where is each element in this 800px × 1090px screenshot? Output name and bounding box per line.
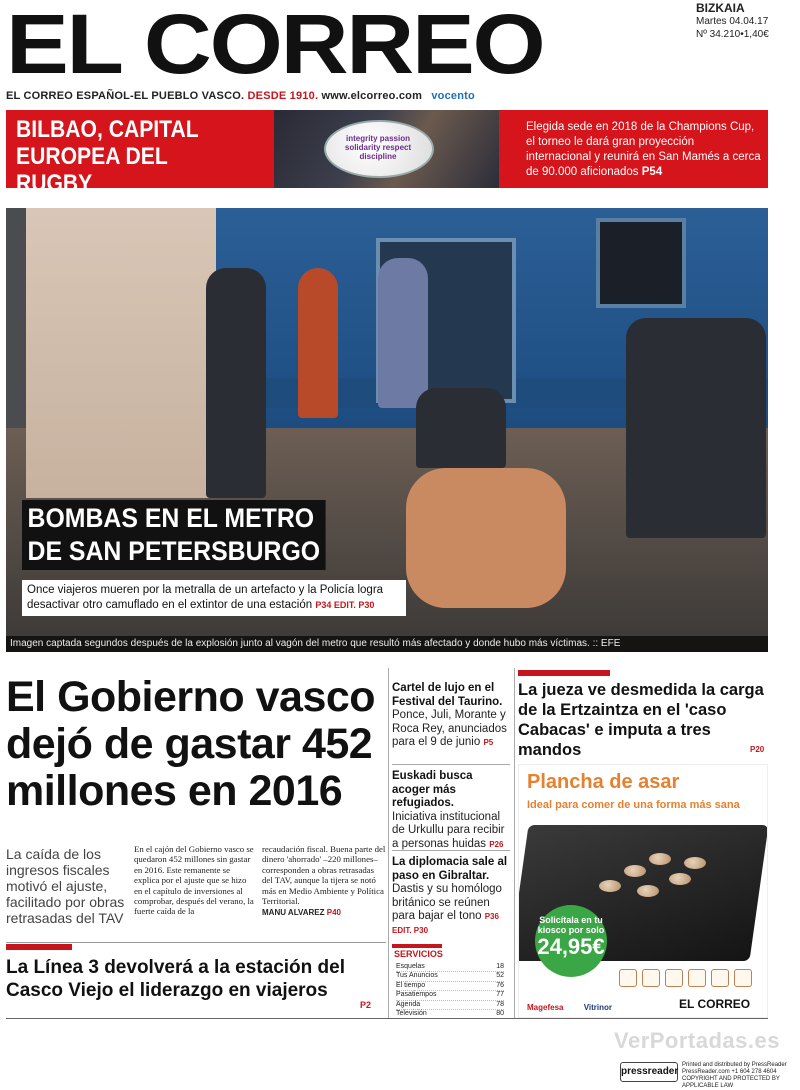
section-marker [518, 670, 610, 676]
edition-date: Martes 04.04.17 [696, 16, 769, 27]
main-photo[interactable] [6, 208, 768, 652]
founded-text: DESDE 1910. [247, 90, 319, 102]
byline-page: P40 [326, 908, 341, 918]
refugiados-page: P26 [489, 839, 504, 849]
photo-caption: Imagen captada segundos después de la explosión junto al vagón del metro que resultó más afectado y donde hubo más víctimas. :: EFE [6, 636, 768, 652]
feature-icon [665, 969, 683, 987]
banner-body: Elegida sede en 2018 de la Champions Cup, el torneo le dará gran proyección internacional y reunirá en San Mamés a cerca de 90.000 aficionados [526, 121, 761, 178]
column-rule [388, 668, 389, 1018]
platform-pillar [26, 208, 216, 498]
main-subhead-text: Once viajeros mueren por la metralla de un artefacto y la Policía logra desactivar otro camuflado en el extintor de una estación [27, 584, 384, 611]
list-item[interactable] [396, 991, 504, 1000]
mushroom-image [684, 857, 706, 869]
rugby-ball-image [324, 120, 434, 178]
promo-subtitle: Ideal para comer de una forma más sana [527, 799, 740, 811]
promo-brand-logo: EL CORREO [679, 997, 751, 1011]
service-label: Esquelas [396, 963, 425, 970]
mushroom-image [599, 880, 621, 892]
divider [392, 764, 510, 765]
taurino-story[interactable] [392, 682, 510, 750]
lead-body-col1: En el cajón del Gobierno vasco se quedaron 452 millones sin gastar en 2016. Este remanente se explica por el ajuste que se hizo en el capítulo de inversiones al comprobar, después del verano, la fuerte caída de la [134, 844, 254, 917]
feature-icon [642, 969, 660, 987]
list-item[interactable] [396, 982, 504, 991]
service-label: Agenda [396, 1000, 421, 1008]
person-figure [298, 268, 338, 418]
byline [262, 908, 386, 918]
masthead-logo[interactable]: EL CORREO [6, 0, 544, 91]
person-figure [378, 258, 428, 408]
person-figure [416, 388, 506, 468]
lead-body-col2 [262, 844, 386, 919]
train-window [596, 218, 686, 308]
masthead-tagline [6, 90, 475, 102]
refugiados-story[interactable] [392, 770, 510, 851]
edition-info [696, 2, 796, 41]
service-page: 80 [496, 1010, 504, 1018]
linea-headline[interactable]: La Línea 3 devolverá a la estación del Casco Viejo el liderazgo en viajeros [6, 957, 345, 1001]
main-pages: P34 EDIT. P30 [315, 600, 375, 610]
service-label: Tus Anuncios [396, 972, 438, 980]
ball-text: integrity passion solidarity respect discipline [344, 134, 412, 161]
refugiados-headline: Euskadi busca acoger más refugiados. [392, 770, 473, 809]
feature-icons [619, 969, 764, 987]
lead-summary: La caída de los ingresos fiscales motivó el ajuste, facilitado por obras retrasadas del TAV [6, 846, 125, 926]
feature-icon [734, 969, 752, 987]
main-headline-line1: BOMBAS EN EL METRO [27, 503, 315, 533]
lead-headline[interactable]: El Gobierno vasco dejó de gastar 452 millones en 2016 [6, 673, 376, 815]
person-figure [206, 268, 266, 498]
website-link[interactable]: www.elcorreo.com [321, 90, 423, 102]
taurino-headline: Cartel de lujo en el Festival del Taurino. [392, 682, 503, 708]
feature-icon [688, 969, 706, 987]
grill-promo-ad[interactable] [518, 764, 768, 1018]
service-page: 18 [496, 963, 504, 970]
mushroom-image [637, 885, 659, 897]
divider [6, 1018, 768, 1019]
person-figure [626, 318, 766, 538]
pressreader-logo[interactable]: pressreader [620, 1062, 678, 1082]
gibraltar-body: Dastis y su homólogo británico se reúnen para bajar el tono [392, 883, 502, 922]
partner-logos [527, 1003, 612, 1012]
divider [392, 850, 510, 851]
gibraltar-headline: La diplomacia sale al paso en Gibraltar. [392, 856, 508, 882]
gibraltar-story[interactable] [392, 856, 510, 937]
gibraltar-page: P36 EDIT. P30 [392, 912, 499, 935]
vocento-logo: vocento [431, 90, 475, 102]
person-figure [406, 468, 566, 608]
price-sticker [535, 905, 607, 977]
services-title: SERVICIOS [394, 949, 443, 959]
service-label: Pasatiempos [396, 991, 437, 999]
sticker-price: 24,95€ [537, 934, 605, 959]
main-subhead [22, 580, 406, 616]
edition-number-price: Nº 34.210•1,40€ [696, 29, 769, 40]
banner-title: BILBAO, CAPITAL EUROPEA DEL RUGBY [16, 116, 199, 197]
service-label: El tiempo [396, 981, 426, 989]
service-label: Televisión [396, 1010, 427, 1018]
rugby-banner[interactable] [6, 110, 768, 197]
edition-region: BIZKAIA [696, 1, 745, 15]
banner-photo [274, 110, 499, 188]
byline-author: MANU ALVAREZ [262, 908, 325, 918]
service-page: 52 [496, 972, 504, 980]
main-headline-line2: DE SAN PETERSBURGO [27, 536, 321, 566]
main-headline[interactable] [22, 500, 326, 570]
taurino-body: Ponce, Juli, Morante y Roca Rey, anunciados para el 9 de junio [392, 709, 507, 748]
banner-page: P54 [641, 166, 663, 178]
sticker-text: Solicítala en tu kiosco por solo [537, 915, 605, 935]
section-marker [392, 944, 442, 948]
linea-page: P2 [360, 1000, 372, 1010]
mushroom-image [669, 873, 691, 885]
jueza-headline[interactable]: La jueza ve desmedida la carga de la Ertzaintza en el 'caso Cabacas' e imputa a tres mandos [518, 681, 764, 759]
pressreader-notice: Printed and distributed by PressReader PressReader.com +1 604 278 4604 COPYRIGHT AND PROTECTED BY APPLICABLE LAW [682, 1062, 787, 1089]
promo-title: Plancha de asar [527, 771, 680, 793]
service-page: 78 [496, 1000, 504, 1008]
services-list [396, 963, 504, 1019]
mushroom-image [624, 865, 646, 877]
magefesa-logo: Magefesa [527, 1003, 564, 1012]
mushroom-image [649, 853, 671, 865]
tagline-text: EL CORREO ESPAÑOL-EL PUEBLO VASCO. [6, 90, 245, 102]
refugiados-body: Iniciativa institucional de Urkullu para recibir a personas huidas [392, 810, 505, 850]
banner-text [526, 120, 761, 180]
list-item[interactable] [396, 963, 504, 972]
service-page: 76 [496, 981, 504, 989]
jueza-page: P20 [750, 745, 765, 754]
section-marker [6, 944, 72, 950]
list-item[interactable] [396, 972, 504, 981]
column-rule [514, 668, 515, 1018]
list-item[interactable] [396, 1001, 504, 1010]
lead-body-col2-text: recaudación fiscal. Buena parte del dinero 'ahorrado' –220 millones– corresponden a obras retrasadas del TAV, aunque la tijera se notó más en Medio Ambiente y Política Territorial. [262, 844, 386, 907]
divider [6, 942, 386, 943]
watermark: VerPortadas.es [614, 1028, 780, 1053]
feature-icon [711, 969, 729, 987]
feature-icon [619, 969, 637, 987]
taurino-page: P5 [483, 738, 494, 747]
vitrinor-logo: Vitrinor [583, 1003, 613, 1012]
service-page: 77 [496, 991, 504, 999]
